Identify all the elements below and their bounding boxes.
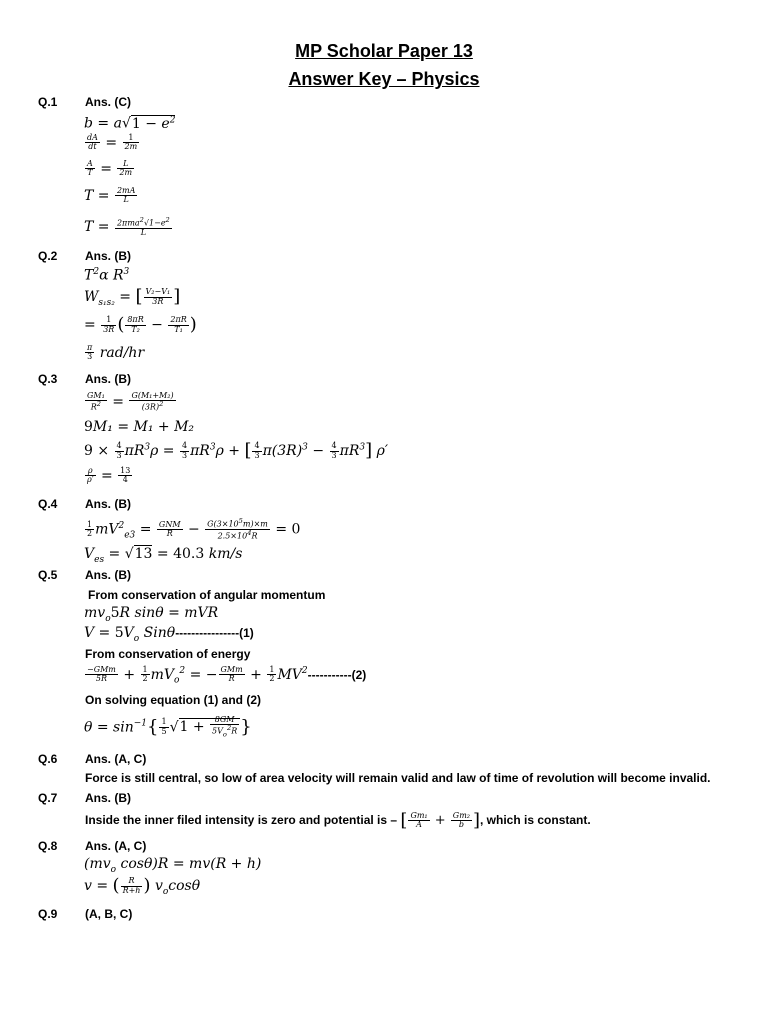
equation: $\frac{\text{GM₁}}{R^2}$ = $\frac{\text{G(M₁+M₂)}}{(3R)^2}$ xyxy=(87,391,174,413)
answer-label: (A, B, C) xyxy=(85,907,133,921)
question-number: Q.6 xyxy=(38,752,58,766)
explanation-part: , which is constant. xyxy=(480,813,591,827)
question-number: Q.9 xyxy=(38,907,58,921)
answer-label: Ans. (B) xyxy=(85,372,131,386)
page-subtitle: Answer Key – Physics xyxy=(288,69,480,89)
question-number: Q.3 xyxy=(38,372,58,386)
question-number: Q.8 xyxy=(38,839,58,853)
page-title: MP Scholar Paper 13 xyxy=(295,41,473,61)
question-number: Q.7 xyxy=(38,791,58,805)
explanation-text: Inside the inner filed intensity is zero and potential is – [ $\frac{\text{Gm₁}}{A}$ + $\frac{\text{Gm₂}}{b}$ ], which is constant. xyxy=(85,810,591,831)
answer-label: Ans. (B) xyxy=(85,568,131,582)
equation: $\frac{dA}{dt}$ = $\frac{1}{2m}$ xyxy=(87,133,138,152)
equation-marker: ----------------(1) xyxy=(175,626,254,640)
equation: v = ( $\frac{R}{R+h}$ ) $v_o\cos\theta$ xyxy=(84,875,201,897)
equation: $T^2\alpha$ $R^3$ xyxy=(84,267,130,284)
equation: $mv_o5R$ sinθ = mVR xyxy=(84,605,219,624)
equation: 9 × $\frac{4}{3}$ $\pi R^3\rho$ = $\frac{4}{3}$ $\pi R^3\rho$ + [ $\frac{4}{3}$ $\pi(3R)^3$ − $\frac{4}{3}$ $\pi R^3$] ρ′ xyxy=(84,440,388,461)
answer-label: Ans. (B) xyxy=(85,249,131,263)
question-number: Q.4 xyxy=(38,497,58,511)
equation: 9M₁ = M₁ + M₂ xyxy=(84,419,195,435)
equation: $b = a√1 - e^2$ xyxy=(84,115,176,132)
equation: $\frac{\text{−GMm}}{5R}$ + $\frac{1}{2}$ $mV_o^2$ = − $\frac{\text{GMm}}{R}$ + $\frac{1}{2}$ $MV^2-----------(2)$ xyxy=(87,665,367,686)
answer-label: Ans. (B) xyxy=(85,791,131,805)
equation: T = $\frac{2\pi ma^2√1-e^2}{L}$ xyxy=(84,216,170,238)
answer-label: Ans. (A, C) xyxy=(85,752,147,766)
equation: $V_{es} = √13 = 40.3$ km/s xyxy=(84,546,243,565)
equation: $\frac{A}{T}$ = $\frac{L}{2m}$ xyxy=(87,159,133,178)
equation: = $\frac{1}{3R}$ ( $\frac{8\pi R}{\text{T₂}}$ − $\frac{2\pi R}{\text{T₁}}$ ) xyxy=(84,314,197,335)
question-number: Q.5 xyxy=(38,568,58,582)
equation: $\frac{\rho}{\rho'}$ = $\frac{13}{4}$ xyxy=(87,466,131,485)
equation: $\frac{1}{2}$ $mV^2_{e3}$ = $\frac{\text{GNM}}{R}$ − $\frac{G(3\times 10^5m)\times m}{2.5\times 10^4R}$ = 0 xyxy=(87,517,301,541)
question-number: Q.2 xyxy=(38,249,58,263)
explanation-text: From conservation of angular momentum xyxy=(88,588,326,602)
answer-label: Ans. (C) xyxy=(85,95,131,109)
explanation-text: Force is still central, so low of area velocity will remain valid and law of time of revolution will become invalid. xyxy=(85,771,711,785)
answer-label: Ans. (B) xyxy=(85,497,131,511)
answer-label: Ans. (A, C) xyxy=(85,839,147,853)
equation: T = $\frac{2mA}{L}$ xyxy=(84,186,136,205)
explanation-part: Inside the inner filed intensity is zero and potential is – xyxy=(85,813,398,827)
equation: $W_{s_1s_2}$ = [ $\frac{\text{V₂−V₁}}{3R}$ ] xyxy=(84,286,181,308)
equation: ($mv_o$ cosθ)R = mv(R + h) xyxy=(84,856,262,875)
explanation-text: From conservation of energy xyxy=(85,647,251,661)
explanation-text: On solving equation (1) and (2) xyxy=(85,693,262,707)
question-number: Q.1 xyxy=(38,95,58,109)
equation: $\frac{\pi}{3}$ rad/hr xyxy=(87,343,145,362)
equation: $\theta = \sin^{-1}${ $\frac{1}{5}$ √1 + $\frac{8GM}{5V_o^2R}$ } xyxy=(84,715,252,739)
equation-marker: -----------(2) xyxy=(307,667,367,682)
equation: $V = 5V_o$ Sinθ----------------(1) xyxy=(84,625,254,644)
